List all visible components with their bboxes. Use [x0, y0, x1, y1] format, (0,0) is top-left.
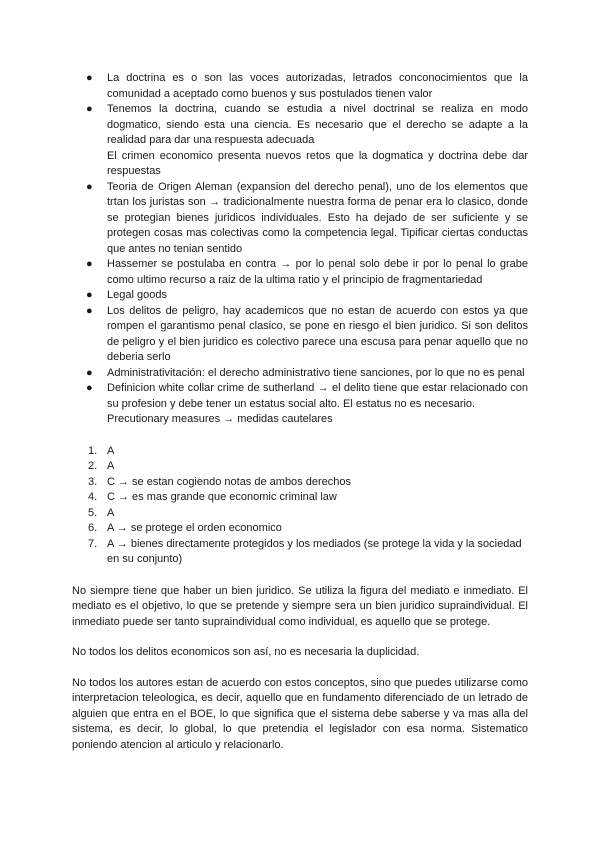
- bullet-text: Teoria de Origen Aleman (expansion del derecho penal), uno de los elementos que trtan los juristas son → tradicionalmente nuestra forma de penar era lo clasico, donde se protegian bienes juridicos individuales. Esto ha dejado de ser suficiente y se protegen cosas mas colectivas como la competencia legal. Tipificar ciertas conductas que antes no tenian sentido: [107, 180, 528, 255]
- bullet-item: [72, 257, 528, 288]
- bullet-icon: ●: [86, 103, 93, 115]
- bullet-text: Precutionary measures → medidas cautelares: [107, 413, 333, 425]
- bullet-text: El crimen economico presenta nuevos retos que la dogmatica y doctrina debe dar respuestas: [107, 149, 528, 177]
- item-text: A → bienes directamente protegidos y los mediados (se protege la vida y la sociedad en su conjunto): [107, 537, 522, 565]
- numbered-item: [72, 475, 528, 491]
- item-number: 5.: [88, 506, 98, 519]
- bullet-text: Definicion white collar crime de sutherland → el delito tiene que estar relacionado con su profesion y debe tener un estatus social alto. El estatus no es necesario.: [107, 382, 528, 410]
- item-text: C → se estan cogiendo notas de ambos derechos: [107, 475, 351, 488]
- body-paragraph: No todos los autores estan de acuerdo con estos conceptos, sino que puedes utilizarse como interpretacion teleologica, es decir, aquello que en fundamento diferenciado de un letrado de alguien que entra en el BOE, lo que significa que el sistema debe saberse y va mas alla del sistema, es decir, lo global, lo que pretendia el legislador con esa norma. Sistematico poniendo atencion al articulo y relacionarlo.: [72, 676, 528, 751]
- item-text: A: [107, 506, 115, 519]
- bullet-text: La doctrina es o son las voces autorizadas, letrados conconocimientos que la comunidad a aceptado como buenos y sus postulados tienen valor: [107, 72, 528, 100]
- item-number: 2.: [88, 460, 98, 472]
- numbered-item: [72, 490, 528, 506]
- bullet-item: [72, 304, 528, 366]
- document-content: [72, 71, 528, 753]
- bullet-icon: ●: [86, 289, 93, 301]
- item-text: A → se protege el orden economico: [107, 522, 282, 534]
- item-number: 7.: [88, 537, 98, 550]
- bullet-text: Administrativitación: el derecho administrativo tiene sanciones, por lo que no es penal: [107, 366, 525, 379]
- numbered-item: [72, 444, 528, 460]
- bullet-item: [72, 288, 528, 304]
- item-text: C → es mas grande que economic criminal law: [107, 491, 337, 503]
- bullet-icon: ●: [86, 382, 93, 394]
- bullet-icon: ●: [86, 258, 93, 270]
- item-text: A: [107, 460, 115, 472]
- item-text: A: [107, 444, 115, 457]
- item-number: 4.: [88, 491, 98, 503]
- bullet-icon: ●: [86, 72, 93, 84]
- numbered-item: [72, 506, 528, 522]
- bullet-text: Los delitos de peligro, hay academicos que no estan de acuerdo con estos ya que rompen el garantismo penal clasico, se pone en riesgo el bien juridico. Si son delitos de peligro y el bien juridico es colectivo parece una escusa para penar aquello que no deberia serlo: [107, 304, 528, 363]
- bullet-item: [72, 180, 528, 258]
- item-number: 1.: [88, 444, 98, 457]
- numbered-list: [72, 444, 528, 568]
- bullet-text: Tenemos la doctrina, cuando se estudia a nivel doctrinal se realiza en modo dogmatico, siendo esta una ciencia. Es necesario que el derecho se adapte a la realidad para dar una respuesta adecuada: [107, 103, 528, 146]
- bullet-item: [72, 71, 528, 102]
- bullet-item: [72, 102, 528, 180]
- numbered-item: [72, 537, 528, 568]
- bullet-icon: ●: [86, 304, 93, 317]
- bullet-icon: ●: [86, 180, 93, 193]
- numbered-item: [72, 521, 528, 537]
- item-number: 6.: [88, 522, 98, 534]
- bullet-list: [72, 71, 528, 428]
- numbered-item: [72, 459, 528, 475]
- bullet-text: Hassemer se postulaba en contra → por lo penal solo debe ir por lo penal lo grabe como ultimo recurso a raiz de la ultima ratio y el principio de fragmentariedad: [107, 258, 528, 286]
- bullet-text: Legal goods: [107, 289, 167, 301]
- bullet-item: [72, 366, 528, 382]
- item-number: 3.: [88, 475, 98, 488]
- body-paragraph: No todos los delitos economicos son así, no es necesaria la duplicidad.: [72, 646, 420, 658]
- bullet-item: [72, 381, 528, 428]
- body-paragraph: No siempre tiene que haber un bien juridico. Se utiliza la figura del mediato e inmediato. El mediato es el objetivo, lo que se pretende y siempre sera un bien juridico supraindividual. El inmediato puede ser tanto supraindividual como individual, es aquello que se protege.: [72, 584, 528, 628]
- bullet-icon: ●: [86, 366, 93, 379]
